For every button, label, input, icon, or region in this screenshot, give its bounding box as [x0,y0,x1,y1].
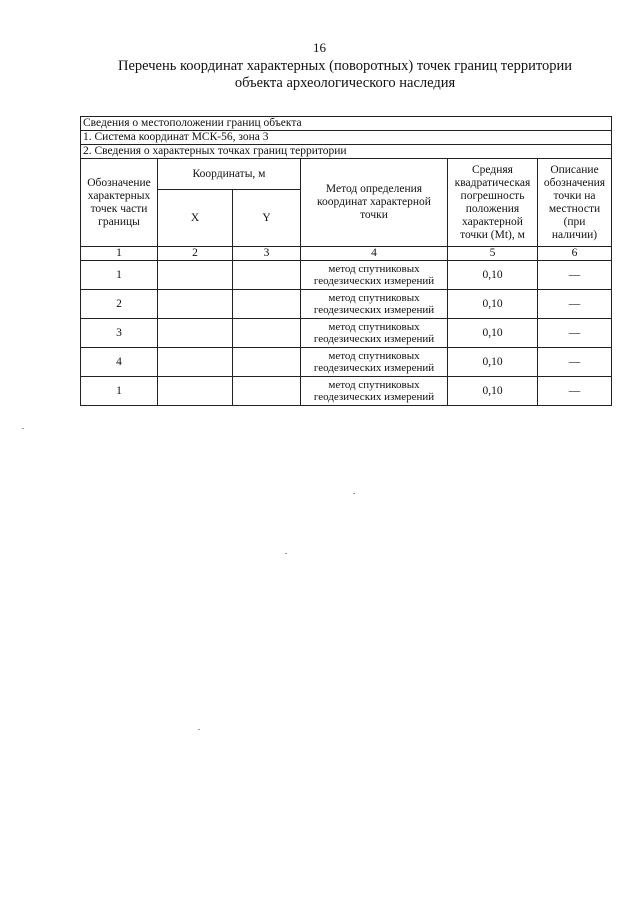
column-number: 5 [448,247,538,261]
column-number: 3 [233,247,301,261]
coordinate-x [158,348,233,377]
column-number: 2 [158,247,233,261]
header-designation: Обозначение характерных точек части границы [81,159,158,247]
table-row [81,377,612,406]
header-coordinates: Координаты, м [158,159,301,190]
description-cell: — [538,348,612,377]
method-cell: метод спутниковых геодезических измерений [301,377,448,406]
column-number: 4 [301,247,448,261]
point-designation: 1 [81,261,158,290]
table-row [81,290,612,319]
page-number: 16 [313,40,326,55]
scan-speck [22,428,24,429]
coordinate-x [158,319,233,348]
point-designation: 4 [81,348,158,377]
method-cell: метод спутниковых геодезических измерений [301,261,448,290]
coordinate-system-row: 1. Система координат МСК-56, зона 3 [81,131,612,145]
coordinate-y [233,348,301,377]
description-cell: — [538,261,612,290]
error-cell: 0,10 [448,319,538,348]
scan-speck [198,729,200,730]
section-header: Сведения о местоположении границ объекта [81,117,612,131]
scan-speck [285,553,287,554]
method-cell: метод спутниковых геодезических измерений [301,348,448,377]
method-cell: метод спутниковых геодезических измерений [301,319,448,348]
coordinates-table [80,116,612,406]
table-row [81,348,612,377]
description-cell: — [538,377,612,406]
error-cell: 0,10 [448,348,538,377]
error-cell: 0,10 [448,261,538,290]
coordinate-y [233,319,301,348]
coordinate-x [158,261,233,290]
table-row [81,261,612,290]
document-title-line-2: объекта археологического наследия [234,75,456,91]
document-title [80,58,610,92]
coordinate-x [158,290,233,319]
description-cell: — [538,319,612,348]
coordinate-y [233,290,301,319]
header-x: X [158,190,233,247]
column-number: 6 [538,247,612,261]
column-number: 1 [81,247,158,261]
coordinate-y [233,261,301,290]
header-method: Метод определения координат характерной точки [301,159,448,247]
document-title-line-1: Перечень координат характерных (поворотных) точек границ территории [117,58,573,74]
point-designation: 2 [81,290,158,319]
scan-speck [353,493,355,494]
points-info-row: 2. Сведения о характерных точках границ территории [81,145,612,159]
header-error: Средняя квадратическая погрешность положения характерной точки (Mt), м [448,159,538,247]
coordinate-y [233,377,301,406]
error-cell: 0,10 [448,377,538,406]
error-cell: 0,10 [448,290,538,319]
header-description: Описание обозначения точки на местности (при наличии) [538,159,612,247]
coordinate-x [158,377,233,406]
point-designation: 3 [81,319,158,348]
table-row [81,319,612,348]
description-cell: — [538,290,612,319]
header-y: Y [233,190,301,247]
point-designation: 1 [81,377,158,406]
method-cell: метод спутниковых геодезических измерений [301,290,448,319]
